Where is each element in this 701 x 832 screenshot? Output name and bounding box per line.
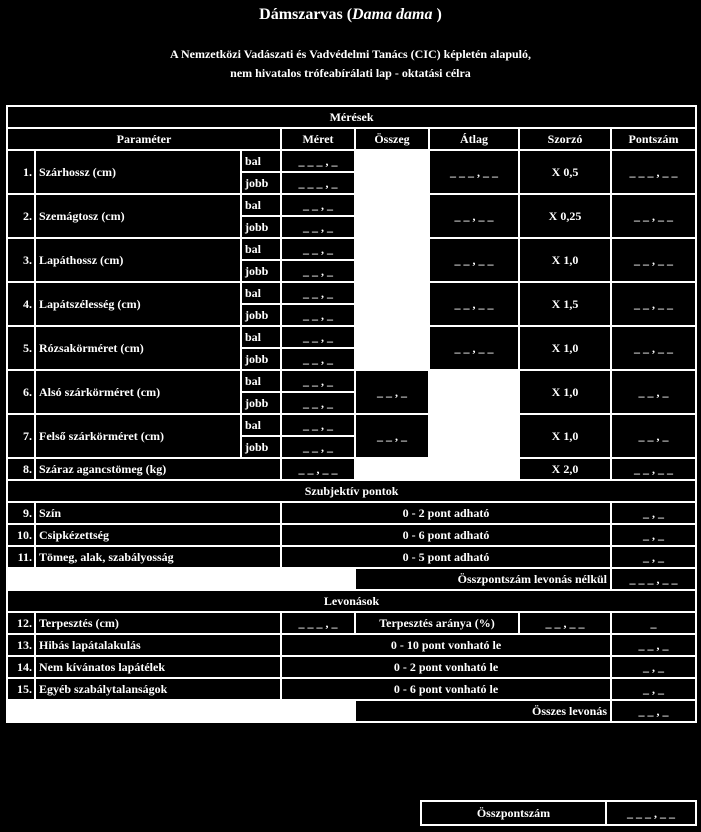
spread-value[interactable]: _ _ _ , _: [281, 612, 355, 634]
score-cell[interactable]: _ _ , _ _: [611, 326, 696, 370]
param-name: Lapáthossz (cm): [35, 238, 241, 282]
avg-cell: [429, 414, 519, 458]
sum-cell: [355, 150, 429, 194]
measure-right[interactable]: _ _ , _: [281, 348, 355, 370]
row-number: 13.: [7, 634, 35, 656]
measure-left[interactable]: _ _ , _: [281, 194, 355, 216]
title-end: ): [432, 6, 442, 23]
row-number: 12.: [7, 612, 35, 634]
deduction-total-label: Összes levonás: [355, 700, 611, 722]
range-text: 0 - 2 pont adható: [281, 502, 611, 524]
param-name: Egyéb szabálytalanságok: [35, 678, 281, 700]
param-name: Terpesztés (cm): [35, 612, 281, 634]
col-measure: Méret: [281, 128, 355, 150]
title-main: Dámszarvas (: [259, 6, 353, 23]
multiplier: X 2,0: [519, 458, 611, 480]
range-text: 0 - 6 pont vonható le: [281, 678, 611, 700]
row-number: 15.: [7, 678, 35, 700]
spread-ratio-value[interactable]: _ _ , _ _: [519, 612, 611, 634]
sum-cell[interactable]: _ _ , _: [355, 414, 429, 458]
multiplier: X 1,0: [519, 370, 611, 414]
avg-cell[interactable]: _ _ , _ _: [429, 326, 519, 370]
score-cell[interactable]: _ , _: [611, 524, 696, 546]
score-cell[interactable]: _ _ , _: [611, 634, 696, 656]
measure-left[interactable]: _ _ _ , _: [281, 150, 355, 172]
avg-cell[interactable]: _ _ _ , _ _: [429, 150, 519, 194]
measure-left[interactable]: _ _ , _: [281, 238, 355, 260]
param-name: Rózsakörméret (cm): [35, 326, 241, 370]
row-number: 2.: [7, 194, 35, 238]
sum-cell: [355, 282, 429, 326]
multiplier: X 0,25: [519, 194, 611, 238]
row-number: 6.: [7, 370, 35, 414]
side-right-label: jobb: [241, 172, 281, 194]
avg-cell[interactable]: _ _ , _ _: [429, 194, 519, 238]
side-right-label: jobb: [241, 216, 281, 238]
score-cell[interactable]: _ _ , _ _: [611, 194, 696, 238]
score-cell[interactable]: _ _ , _: [611, 414, 696, 458]
multiplier: X 1,0: [519, 326, 611, 370]
param-name: Nem kívánatos lapátélek: [35, 656, 281, 678]
measure-left[interactable]: _ _ , _: [281, 326, 355, 348]
sum-cell[interactable]: _ _ , _: [355, 370, 429, 414]
multiplier: X 1,0: [519, 414, 611, 458]
param-name: Felső szárkörméret (cm): [35, 414, 241, 458]
side-left-label: bal: [241, 414, 281, 436]
row-number: 7.: [7, 414, 35, 458]
side-right-label: jobb: [241, 260, 281, 282]
avg-cell[interactable]: _ _ , _ _: [429, 282, 519, 326]
sum-cell: [355, 194, 429, 238]
range-text: 0 - 5 pont adható: [281, 546, 611, 568]
measure-right[interactable]: _ _ , _: [281, 216, 355, 238]
side-left-label: bal: [241, 238, 281, 260]
row-number: 8.: [7, 458, 35, 480]
side-right-label: jobb: [241, 304, 281, 326]
score-cell[interactable]: _ _ , _ _: [611, 282, 696, 326]
range-text: 0 - 10 pont vonható le: [281, 634, 611, 656]
side-right-label: jobb: [241, 392, 281, 414]
page-title: [0, 6, 701, 24]
blank-cell: [7, 568, 355, 590]
section-measurements: Mérések: [7, 106, 696, 128]
deduction-total-value[interactable]: _ _ , _: [611, 700, 696, 722]
side-left-label: bal: [241, 150, 281, 172]
section-deductions: Levonások: [7, 590, 696, 612]
col-parameter: Paraméter: [7, 128, 281, 150]
param-name: Alsó szárkörméret (cm): [35, 370, 241, 414]
measure-right[interactable]: _ _ , _: [281, 260, 355, 282]
measure-right[interactable]: _ _ , _: [281, 392, 355, 414]
blank-cell: [7, 700, 355, 722]
subtitle-1: A Nemzetközi Vadászati és Vadvédelmi Tanács (CIC) képletén alapuló,: [169, 47, 532, 61]
row-number: 3.: [7, 238, 35, 282]
grand-total-value[interactable]: _ _ _ , _ _: [606, 801, 696, 825]
measure-left[interactable]: _ _ , _: [281, 370, 355, 392]
param-name: Szárhossz (cm): [35, 150, 241, 194]
title-latin: Dama dama: [352, 6, 433, 23]
avg-cell[interactable]: _ _ , _ _: [429, 238, 519, 282]
score-cell[interactable]: _ , _: [611, 656, 696, 678]
spread-ratio-label: Terpesztés aránya (%): [355, 612, 519, 634]
param-name: Hibás lapátalakulás: [35, 634, 281, 656]
side-left-label: bal: [241, 282, 281, 304]
row-number: 9.: [7, 502, 35, 524]
multiplier: X 1,0: [519, 238, 611, 282]
param-name: Lapátszélesség (cm): [35, 282, 241, 326]
col-score: Pontszám: [611, 128, 696, 150]
score-cell[interactable]: _ , _: [611, 502, 696, 524]
subtitle-2: nem hivatalos trófeabírálati lap - oktatási célra: [230, 66, 471, 80]
score-cell[interactable]: _ _ , _: [611, 370, 696, 414]
param-name: Szemágtosz (cm): [35, 194, 241, 238]
col-avg: Átlag: [429, 128, 519, 150]
side-right-label: jobb: [241, 436, 281, 458]
score-cell[interactable]: _: [611, 612, 696, 634]
param-name: Száraz agancstömeg (kg): [35, 458, 281, 480]
param-name: Szín: [35, 502, 281, 524]
side-right-label: jobb: [241, 348, 281, 370]
subtotal-label: Összpontszám levonás nélkül: [355, 568, 611, 590]
grand-total-label: Összpontszám: [421, 801, 606, 825]
multiplier: X 1,5: [519, 282, 611, 326]
param-name: Csipkézettség: [35, 524, 281, 546]
grand-total-box: [420, 800, 697, 826]
row-number: 11.: [7, 546, 35, 568]
score-cell[interactable]: _ _ _ , _ _: [611, 150, 696, 194]
row-number: 14.: [7, 656, 35, 678]
score-cell[interactable]: _ , _: [611, 678, 696, 700]
row-number: 10.: [7, 524, 35, 546]
section-subjective: Szubjektív pontok: [7, 480, 696, 502]
weight-value[interactable]: _ _ , _ _: [281, 458, 355, 480]
row-number: 5.: [7, 326, 35, 370]
score-cell[interactable]: _ _ , _ _: [611, 238, 696, 282]
measure-left[interactable]: _ _ , _: [281, 414, 355, 436]
blank-cell: [355, 458, 519, 480]
measure-right[interactable]: _ _ , _: [281, 436, 355, 458]
score-cell[interactable]: _ , _: [611, 546, 696, 568]
range-text: 0 - 2 pont vonható le: [281, 656, 611, 678]
sum-cell: [355, 238, 429, 282]
side-left-label: bal: [241, 370, 281, 392]
measure-left[interactable]: _ _ , _: [281, 282, 355, 304]
subtotal-value[interactable]: _ _ _ , _ _: [611, 568, 696, 590]
measure-right[interactable]: _ _ _ , _: [281, 172, 355, 194]
side-left-label: bal: [241, 326, 281, 348]
multiplier: X 0,5: [519, 150, 611, 194]
range-text: 0 - 6 pont adható: [281, 524, 611, 546]
col-sum: Összeg: [355, 128, 429, 150]
side-left-label: bal: [241, 194, 281, 216]
param-name: Tömeg, alak, szabályosság: [35, 546, 281, 568]
col-multiplier: Szorzó: [519, 128, 611, 150]
evaluation-form: [6, 105, 697, 723]
avg-cell: [429, 370, 519, 414]
row-number: 4.: [7, 282, 35, 326]
score-cell[interactable]: _ _ , _ _: [611, 458, 696, 480]
measure-right[interactable]: _ _ , _: [281, 304, 355, 326]
row-number: 1.: [7, 150, 35, 194]
sum-cell: [355, 326, 429, 370]
